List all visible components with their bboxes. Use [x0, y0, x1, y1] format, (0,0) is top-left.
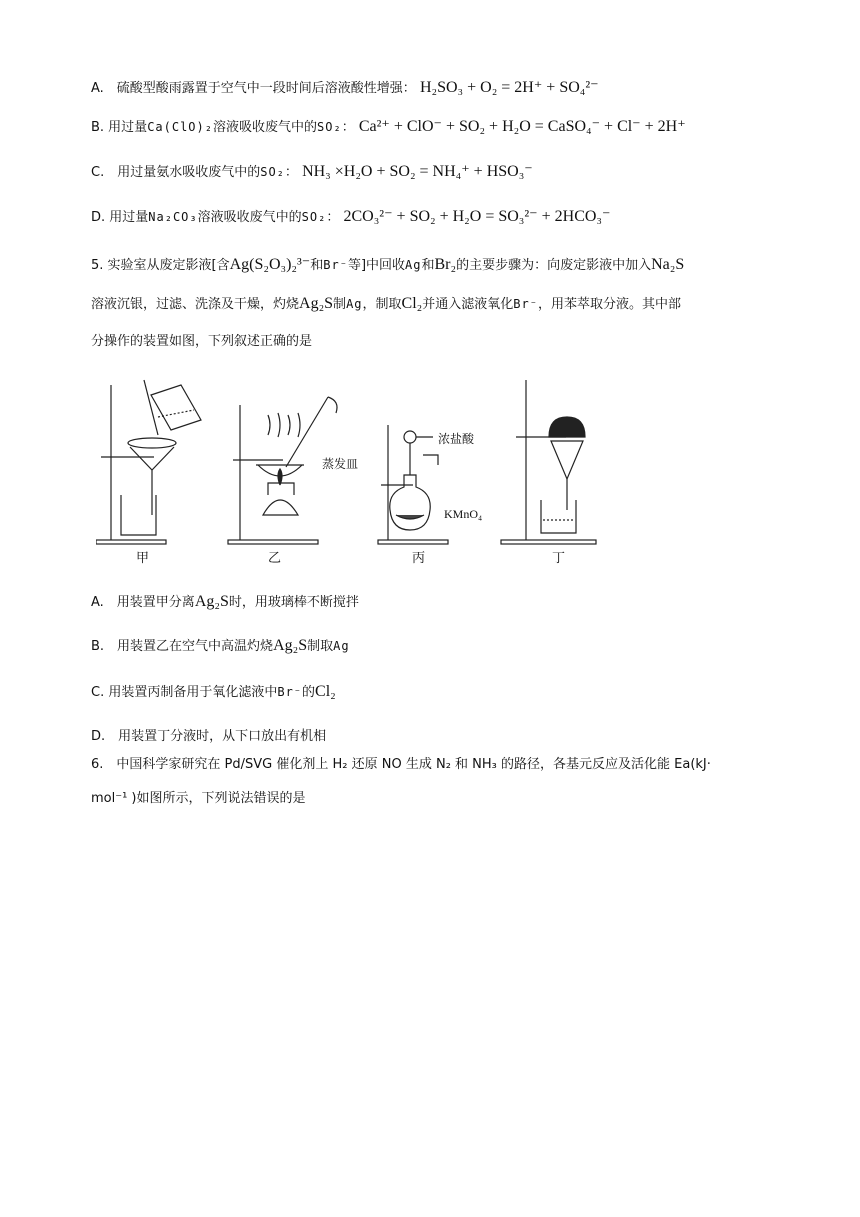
apparatus-jia	[96, 380, 201, 544]
q5-option-d: D. 用装置丁分液时，从下口放出有机相	[91, 729, 327, 744]
q5-stem-line2: 溶液沉银，过滤、洗涤及干燥，灼烧Ag₂S制Ag，制取Cl₂并通入滤液氧化Br⁻，用苯萃取分液。其中部	[91, 295, 681, 312]
q4-option-b: B. 用过量Ca(ClO)₂溶液吸收废气中的SO₂： Ca²⁺ + ClO⁻ + SO₂ + H₂O = CaSO₄⁻ + Cl⁻ + 2H⁺	[91, 118, 686, 135]
q4-option-b-equation: Ca²⁺ + ClO⁻ + SO₂ + H₂O = CaSO₄⁻ + Cl⁻ + 2H⁺	[358, 118, 686, 135]
q6-stem-line1: 6. 中国科学家研究在 Pd/SVG 催化剂上 H₂ 还原 NO 生成 N₂ 和 NH₃ 的路径，各基元反应及活化能 Ea(kJ·	[91, 757, 711, 772]
q5-option-b: B. 用装置乙在空气中高温灼烧Ag₂S制取Ag	[91, 637, 350, 654]
apparatus-ding	[501, 380, 596, 544]
label-bing: 丙	[412, 550, 426, 565]
q6-stem-line2: mol⁻¹ )如图所示，下列说法错误的是	[91, 791, 306, 806]
apparatus-yi	[228, 397, 337, 544]
label-ding: 丁	[552, 550, 566, 565]
label-jia: 甲	[136, 550, 150, 565]
q4-option-a-equation: H₂SO₃ + O₂ = 2H⁺ + SO₄²⁻	[419, 79, 599, 96]
q4-option-c: C. 用过量氨水吸收废气中的SO₂： NH₃ ×H₂O + SO₂ = NH₄⁺ + HSO₃⁻	[91, 163, 533, 180]
q4-option-c-equation: NH₃ ×H₂O + SO₂ = NH₄⁺ + HSO₃⁻	[302, 163, 533, 180]
q5-stem-line1: 5. 实验室从废定影液[含Ag(S₂O₃)₂³⁻和Br⁻等]中回收Ag和Br₂的主要步骤为：向废定影液中加入Na₂S	[91, 256, 685, 273]
q5-option-a: A. 用装置甲分离Ag₂S时，用玻璃棒不断搅拌	[91, 593, 359, 610]
evaporating-dish-label: 蒸发皿	[322, 457, 359, 471]
q4-option-d: D. 用过量Na₂CO₃溶液吸收废气中的SO₂： 2CO₃²⁻ + SO₂ + H₂O = SO₃²⁻ + 2HCO₃⁻	[91, 208, 611, 225]
q4-option-d-equation: 2CO₃²⁻ + SO₂ + H₂O = SO₃²⁻ + 2HCO₃⁻	[343, 208, 611, 225]
apparatus-figure	[96, 375, 616, 565]
label-yi: 乙	[268, 550, 282, 565]
conc-hcl-label: 浓盐酸	[438, 432, 475, 446]
q5-stem-line3: 分操作的装置如图，下列叙述正确的是	[91, 334, 313, 349]
q5-option-c: C. 用装置丙制备用于氧化滤液中Br⁻的Cl₂	[91, 683, 336, 700]
q4-option-a: A. 硫酸型酸雨露置于空气中一段时间后溶液酸性增强： H₂SO₃ + O₂ = 2H⁺ + SO₄²⁻	[91, 79, 599, 96]
kmno4-label: KMnO₄	[444, 507, 483, 521]
